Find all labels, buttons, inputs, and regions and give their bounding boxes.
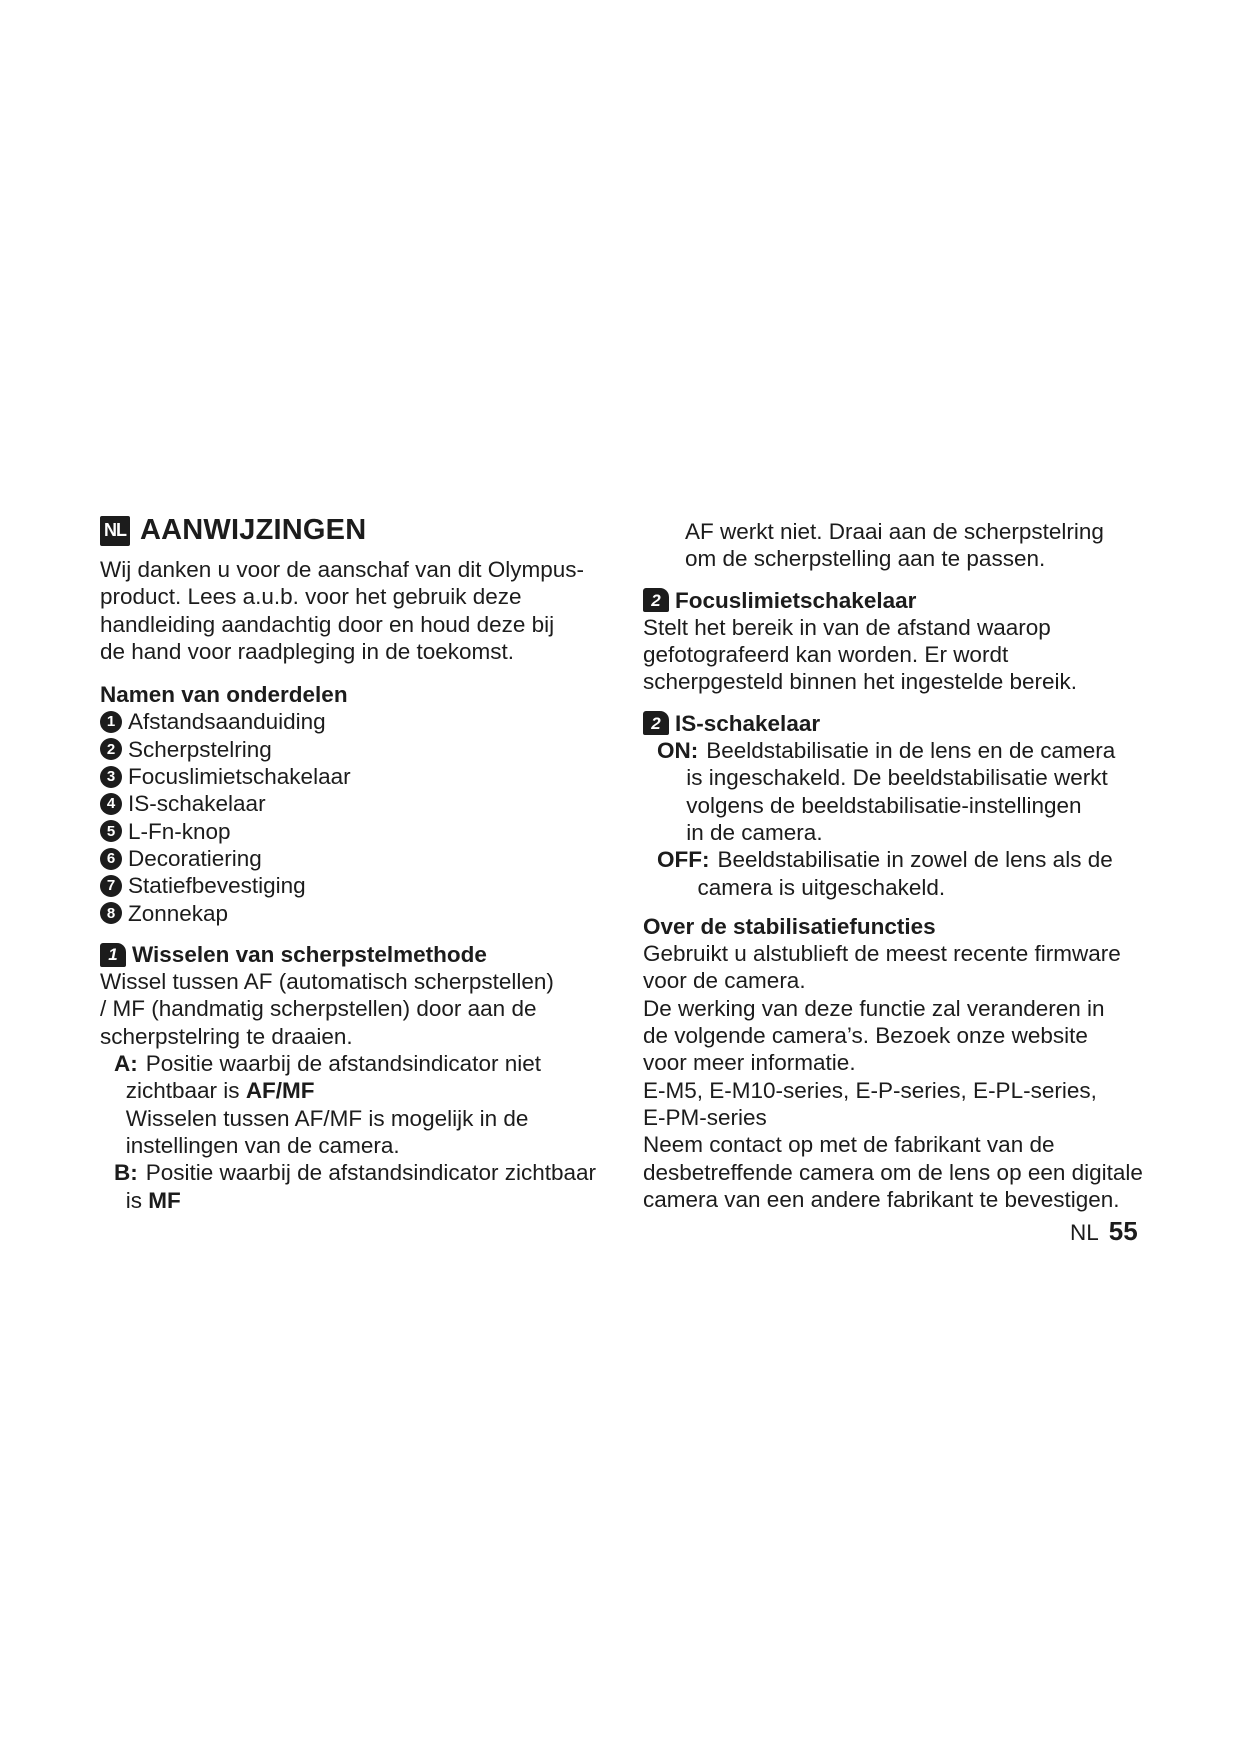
list-item bbox=[100, 818, 620, 845]
option-off-line-1: Beeldstabilisatie in zowel de lens als de bbox=[717, 847, 1113, 873]
stabilisation-line-1: Gebruikt u alstublieft de meest recente firmware bbox=[643, 941, 1121, 967]
intro-line-4: de hand voor raadpleging in de toekomst. bbox=[100, 638, 515, 664]
intro-line-1: Wij danken u voor de aanschaf van dit Olympus- bbox=[100, 557, 584, 582]
option-on-line-4: in de camera. bbox=[686, 819, 823, 845]
section-2-heading bbox=[643, 587, 1163, 614]
parts-heading: Namen van onderdelen bbox=[100, 682, 348, 708]
section-1-body-2: / MF (handmatig scherpstellen) door aan de bbox=[100, 996, 537, 1022]
step-1-icon: 1 bbox=[100, 943, 126, 967]
number-1-icon: 1 bbox=[100, 711, 122, 733]
part-label: Focuslimietschakelaar bbox=[128, 764, 351, 790]
left-column bbox=[100, 510, 620, 1214]
option-b-line-1: Positie waarbij de afstandsindicator zichtbaar bbox=[145, 1160, 596, 1186]
option-a bbox=[114, 1050, 620, 1159]
number-8-icon: 8 bbox=[100, 902, 122, 924]
part-label: Decoratiering bbox=[128, 845, 262, 871]
option-off-key: OFF: bbox=[657, 847, 710, 873]
list-item bbox=[100, 872, 620, 899]
right-column bbox=[643, 518, 1163, 1213]
option-a-line-3: Wisselen tussen AF/MF is mogelijk in de bbox=[125, 1105, 529, 1131]
step-2-icon: 2 bbox=[643, 588, 669, 612]
parts-list bbox=[100, 708, 620, 926]
stabilisation-line-5: voor meer informatie. bbox=[643, 1050, 856, 1076]
number-2-icon: 2 bbox=[100, 738, 122, 760]
list-item bbox=[100, 900, 620, 927]
section-2-title: Focuslimietschakelaar bbox=[675, 587, 917, 613]
section-1-title: Wisselen van scherpstelmethode bbox=[132, 941, 487, 967]
option-a-line-4: instellingen van de camera. bbox=[125, 1132, 400, 1158]
part-label: Afstandsaanduiding bbox=[128, 709, 326, 735]
option-on bbox=[657, 737, 1163, 846]
number-5-icon: 5 bbox=[100, 820, 122, 842]
number-3-icon: 3 bbox=[100, 766, 122, 788]
title-row bbox=[100, 510, 620, 552]
section-1-body-3: scherpstelring te draaien. bbox=[100, 1023, 353, 1049]
step-2-icon: 2 bbox=[643, 711, 669, 735]
option-on-key: ON: bbox=[657, 738, 699, 764]
number-6-icon: 6 bbox=[100, 848, 122, 870]
option-a-mode: AF/MF bbox=[245, 1078, 315, 1104]
page-title: AANWIJZINGEN bbox=[140, 514, 367, 547]
section-2-body-3: scherpgesteld binnen het ingestelde bereik. bbox=[643, 669, 1078, 695]
option-off-line-2: camera is uitgeschakeld. bbox=[697, 874, 946, 900]
section-1-heading bbox=[100, 941, 620, 968]
option-a-line-1: Positie waarbij de afstandsindicator niet bbox=[145, 1051, 541, 1077]
stabilisation-line-8: Neem contact op met de fabrikant van de bbox=[643, 1132, 1055, 1158]
intro-line-3: handleiding aandachtig door en houd deze bij bbox=[100, 611, 555, 637]
option-a-key: A: bbox=[114, 1051, 138, 1077]
list-item bbox=[100, 708, 620, 735]
option-on-line-3: volgens de beeldstabilisatie-instellingen bbox=[686, 792, 1082, 818]
option-b-key: B: bbox=[114, 1160, 138, 1186]
stabilisation-line-9: desbetreffende camera om de lens op een digitale bbox=[643, 1159, 1143, 1185]
section-3-heading bbox=[643, 710, 1163, 737]
option-on-line-2: is ingeschakeld. De beeldstabilisatie werkt bbox=[686, 765, 1108, 791]
part-label: L-Fn-knop bbox=[128, 818, 231, 844]
option-b-text: is bbox=[125, 1187, 142, 1213]
option-a-line-2 bbox=[126, 1077, 620, 1104]
stabilisation-line-2: voor de camera. bbox=[643, 968, 806, 994]
intro-line-2: product. Lees a.u.b. voor het gebruik deze bbox=[100, 584, 522, 610]
option-b-line-2 bbox=[126, 1187, 620, 1214]
list-item bbox=[100, 845, 620, 872]
stabilisation-line-4: de volgende camera’s. Bezoek onze website bbox=[643, 1023, 1088, 1049]
page-number-value: 55 bbox=[1108, 1216, 1138, 1246]
stabilisation-heading: Over de stabilisatiefuncties bbox=[643, 913, 936, 939]
nl-language-badge: NL bbox=[100, 516, 130, 546]
list-item bbox=[100, 790, 620, 817]
option-b bbox=[114, 1159, 620, 1214]
option-b-cont-2: om de scherpstelling aan te passen. bbox=[685, 546, 1046, 572]
section-1-body-1: Wissel tussen AF (automatisch scherpstellen) bbox=[100, 969, 554, 995]
part-label: IS-schakelaar bbox=[128, 791, 266, 817]
option-b-mode: MF bbox=[148, 1187, 181, 1213]
list-item bbox=[100, 763, 620, 790]
page-language: NL bbox=[1070, 1220, 1099, 1245]
stabilisation-line-6: E-M5, E-M10-series, E-P-series, E-PL-series, bbox=[643, 1077, 1097, 1103]
part-label: Scherpstelring bbox=[128, 736, 272, 762]
number-4-icon: 4 bbox=[100, 793, 122, 815]
section-2-body-2: gefotografeerd kan worden. Er wordt bbox=[643, 642, 1009, 668]
option-off bbox=[657, 846, 1163, 901]
stabilisation-line-7: E-PM-series bbox=[643, 1104, 767, 1130]
number-7-icon: 7 bbox=[100, 875, 122, 897]
part-label: Statiefbevestiging bbox=[128, 873, 306, 899]
stabilisation-line-10: camera van een andere fabrikant te bevestigen. bbox=[643, 1186, 1120, 1212]
page-number bbox=[1070, 1216, 1138, 1247]
option-on-line-1: Beeldstabilisatie in de lens en de camera bbox=[706, 738, 1116, 764]
stabilisation-line-3: De werking van deze functie zal veranderen in bbox=[643, 995, 1105, 1021]
part-label: Zonnekap bbox=[128, 900, 229, 926]
section-2-body-1: Stelt het bereik in van de afstand waarop bbox=[643, 614, 1051, 640]
section-3-title: IS-schakelaar bbox=[675, 710, 821, 736]
option-a-text: zichtbaar is bbox=[125, 1078, 240, 1104]
option-b-cont-1: AF werkt niet. Draai aan de scherpstelring bbox=[685, 519, 1104, 544]
list-item bbox=[100, 736, 620, 763]
